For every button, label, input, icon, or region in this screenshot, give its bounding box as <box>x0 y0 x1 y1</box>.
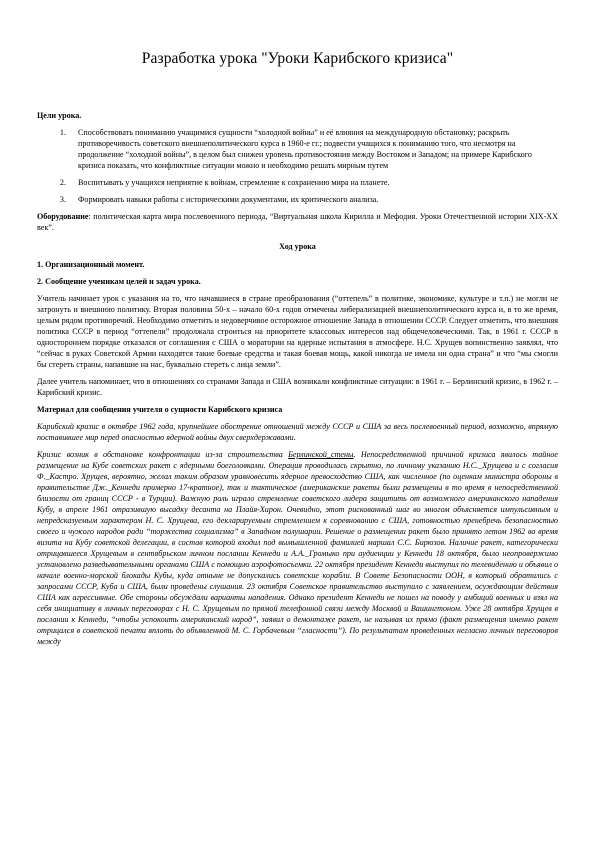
equipment-text: : политическая карта мира послевоенного периода, “Виртуальная школа Кирилла и Мефодия. Уроки Отечественной истории XIX-XX век”. <box>37 212 558 232</box>
lesson-heading: Ход урока <box>279 242 316 251</box>
crisis-summary-paragraph: Карибский кризис в октябре 1962 года, крупнейшее обострение отношений между СССР и США за весь послевоенный период, возможно, впрямую поставившее мир перед опасностью ядерной войны двух сверхдержавами. <box>37 422 558 442</box>
goal-item <box>37 177 558 188</box>
material-heading: Материал для сообщения учителя о сущности Карибского кризиса <box>37 405 283 414</box>
goal-text: Способствовать пониманию учащимися сущности “холодной войны” и её влияния на международную обстановку; раскрыть противоречивость советского внешнеполитического курса в 1960-е гг.; подвести учащихся к пониманию того, что несмотря на продолжение “холодной войны”, в целом был снижен уровень противостояния между Востоком и Западом; на примере Карибского кризиса показать, что конфликтные ситуации можно и необходимо решать мирным путем <box>78 128 532 170</box>
document-body <box>37 110 558 653</box>
goal-text: Формировать навыки работы с историческими документами, их критического анализа. <box>78 195 379 204</box>
goal-number: 2. <box>59 178 66 187</box>
crisis-details-paragraph <box>37 449 558 647</box>
berlin-wall-link[interactable]: Берлинской_стены <box>288 450 354 459</box>
goal-item <box>37 194 558 205</box>
step-goals-announcement: 2. Сообщение ученикам целей и задач урока. <box>37 277 201 286</box>
crisis-details-text: Кризис возник в обстановке конфронтации из-за строительства <box>37 450 289 459</box>
crisis-details-text: . Непосредственной причиной кризиса явилось тайное размещение на Кубе советских ракет с ядерными боеголовками. Операция проводилась скрытно, по личному указанию Н.С._Хрущева и с согласия Ф._Кастро. Хрущев, вероятно, желал таким образом уравновесить ядерное превосходство США, как численное (по оценкам министра обороны в правительстве Дж._Кеннеди примерно 17-кратное), так и тактическое (американские ракеты были размещены в то время в непосредственной близости от границ СССР - в Турции). Важную роль играло стремление советского лидера защитить от возможного американского нападения Кубу, в апреле 1961 отразившую высадку десанта на Плайя-Хирон. Очевидно, этот рискованный шаг во многом объясняется импульсивным и непредсказуемым характером Н. С. Хрущева, его декларируемым стремлением к соревнованию с США, готовностью пренебречь безопасностью своего и чужого народов ради “торжества социализма” в Западном полушарии. Решение о размещении ракет было принято летом 1962 во время визита на Кубу советской делегации, в состав которой входил под вымышленной фамилией маршал С.С. Бирюзов. Наличие ракет, категорически отрицавшееся Хрущевым в сентябрьском личном послании Кеннеди и А.А._Громыко при аудиенции у Кеннеди 18 октября, было неопровержимо установлено разведывательными органами США с помощью аэрофотосъемки. 22 октября президент Кеннеди выступил по телевидению и объявил о начале военно-морской блокады Кубы, куда отныне не допускались советские корабли. В Совете Безопасности ООН, в который обратились с запросами СССР, Куба и США, были проведены слушания. 23 октября Советское правительство выступило с заявлением, осуждающим действия США как агрессивные. Обе стороны обсуждали варианты нападения. Однако президент Кеннеди не пошел на поводу у амбиций военных и взял на себя инициативу в личных переговорах с Н. С. Хрущевым по прямой телефонной связи между Москвой и Вашингтоном. Уже 28 октября Хрущев в послании к Кеннеди, “чтобы успокоить американский народ”, заявил о демонтаже ракет, не называя их прямо (факт размещения именно ракет отрицался в советской печати вплоть до объявленной М. С. Горбачевым “гласности”). По результатам проведенных негласно личных переговоров между <box>37 450 558 646</box>
goal-number: 3. <box>59 195 66 204</box>
goals-list <box>37 127 558 205</box>
equipment-paragraph <box>37 211 558 233</box>
conflicts-paragraph: Далее учитель напоминает, что в отношениях со странами Запада и США возникали конфликтные ситуации: в 1961 г. – Берлинский кризис, в 1962 г. – Карибский кризис. <box>37 377 558 397</box>
equipment-label: Оборудование <box>37 212 89 221</box>
document-title: Разработка урока "Уроки Карибского кризиса" <box>141 50 454 67</box>
goal-text: Воспитывать у учащихся неприятие к войнам, стремление к сохранению мира на планете. <box>78 178 390 187</box>
goal-number: 1. <box>59 128 66 137</box>
goal-item <box>37 127 558 171</box>
intro-paragraph: Учитель начинает урок с указания на то, что начавшиеся в стране преобразования (“оттепель” в политике, экономике, культуре и т.п.) не могли не затронуть и внешнюю политику. Вторая половина 50-х – начало 60-х годов отмечены либерализацией внешнеполитического курса и, в то же время, целым рядом противоречий. Необходимо отметить и недоверчивое осторожное отношение Запада в отношении СССР. Следует отметить, что внешняя политика СССР в период “оттепели” продолжала строиться на приоритете классовых интересов над общечеловеческими. Так, в 1961 г. СССР в одностороннем порядке отказался от соглашения с США о моратории на ядерные испытания в атмосфере. Н.С. Хрущев вопинственно заявлял, что “сейчас в руках Советской Армии находятся такие боевые средства и такая боевая мощь, какой никогда не имела ни одна страна” и что “мы смогли бы стереть страны, напавшие на нас, буквально стереть с лица земли”. <box>37 294 558 369</box>
goals-heading: Цели урока. <box>37 111 82 120</box>
step-organizational: 1. Организационный момент. <box>37 260 145 269</box>
